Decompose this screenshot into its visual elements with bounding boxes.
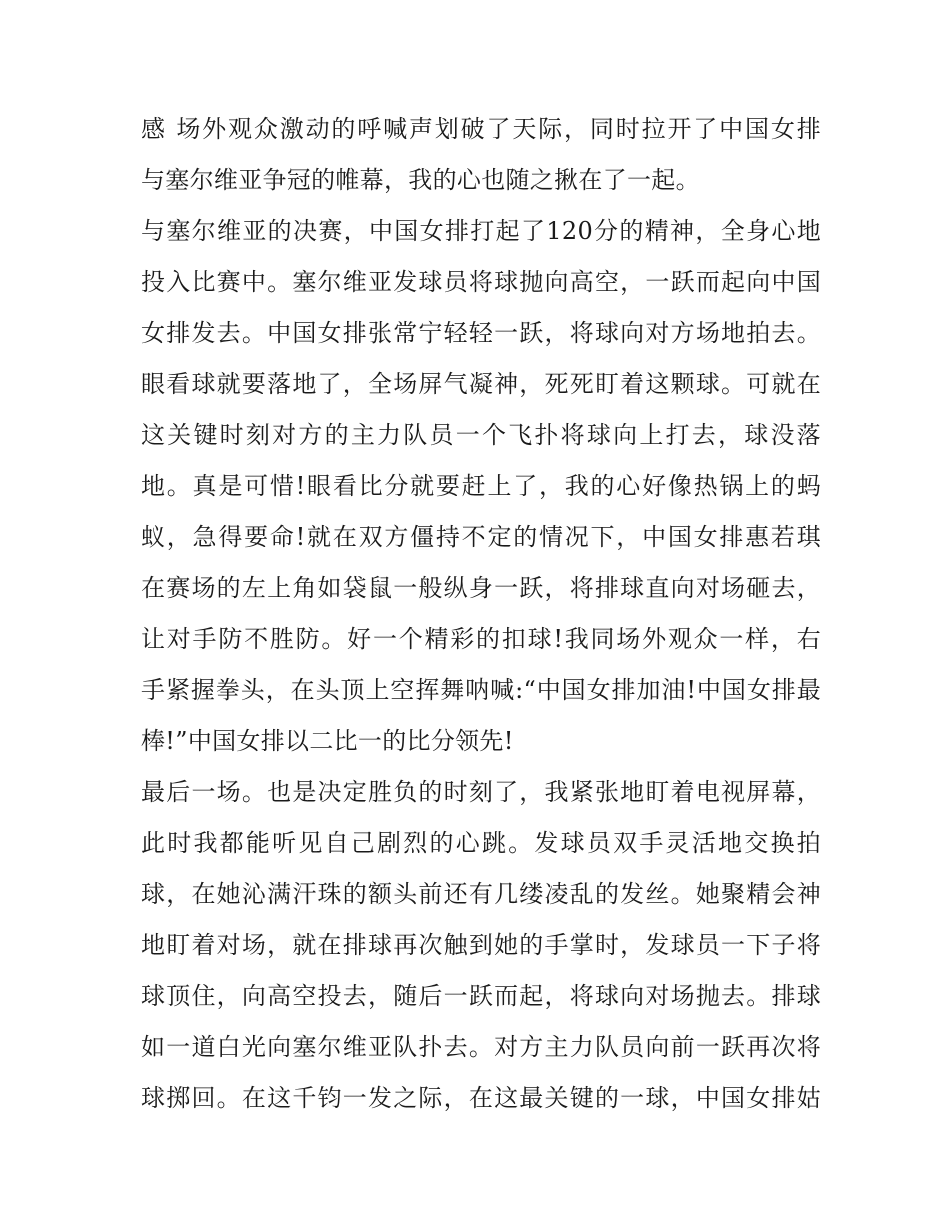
text-line: 与塞尔维亚争冠的帷幕，我的心也随之揪在了一起。	[141, 166, 700, 194]
text-line: 投入比赛中。塞尔维亚发球员将球抛向高空，一跃而起向中国	[141, 268, 821, 296]
text-line: 如一道白光向塞尔维亚队扑去。对方主力队员向前一跃再次将	[141, 1033, 821, 1061]
text-line: 女排发去。中国女排张常宁轻轻一跃，将球向对方场地拍去。	[141, 319, 821, 347]
text-line: 地。真是可惜!眼看比分就要赶上了，我的心好像热锅上的蚂	[141, 472, 821, 500]
essay-text	[141, 108, 821, 1128]
text-line: 球，在她沁满汗珠的额头前还有几缕凌乱的发丝。她聚精会神	[141, 880, 821, 908]
text-line: 让对手防不胜防。好一个精彩的扣球!我同场外观众一样，右	[141, 625, 821, 653]
text-line: 手紧握拳头，在头顶上空挥舞呐喊:“中国女排加油!中国女排最	[141, 676, 821, 704]
text-line: 此时我都能听见自己剧烈的心跳。发球员双手灵活地交换拍	[141, 829, 821, 857]
text-line: 蚁，急得要命!就在双方僵持不定的情况下，中国女排惠若琪	[141, 523, 821, 551]
text-line: 感 场外观众激动的呼喊声划破了天际，同时拉开了中国女排	[141, 115, 821, 143]
text-line: 眼看球就要落地了，全场屏气凝神，死死盯着这颗球。可就在	[141, 370, 821, 398]
text-line: 这关键时刻对方的主力队员一个飞扑将球向上打去，球没落	[141, 421, 821, 449]
text-line: 球掷回。在这千钧一发之际，在这最关键的一球，中国女排姑	[141, 1084, 821, 1112]
text-line: 最后一场。也是决定胜负的时刻了，我紧张地盯着电视屏幕，	[141, 778, 821, 806]
text-line: 地盯着对场，就在排球再次触到她的手掌时，发球员一下子将	[141, 931, 821, 959]
text-line: 球顶住，向高空投去，随后一跃而起，将球向对场抛去。排球	[141, 982, 821, 1010]
text-line: 与塞尔维亚的决赛，中国女排打起了120分的精神，全身心地	[141, 217, 821, 245]
text-line: 棒!”中国女排以二比一的比分领先!	[141, 727, 514, 755]
text-line: 在赛场的左上角如袋鼠一般纵身一跃，将排球直向对场砸去，	[141, 574, 821, 602]
